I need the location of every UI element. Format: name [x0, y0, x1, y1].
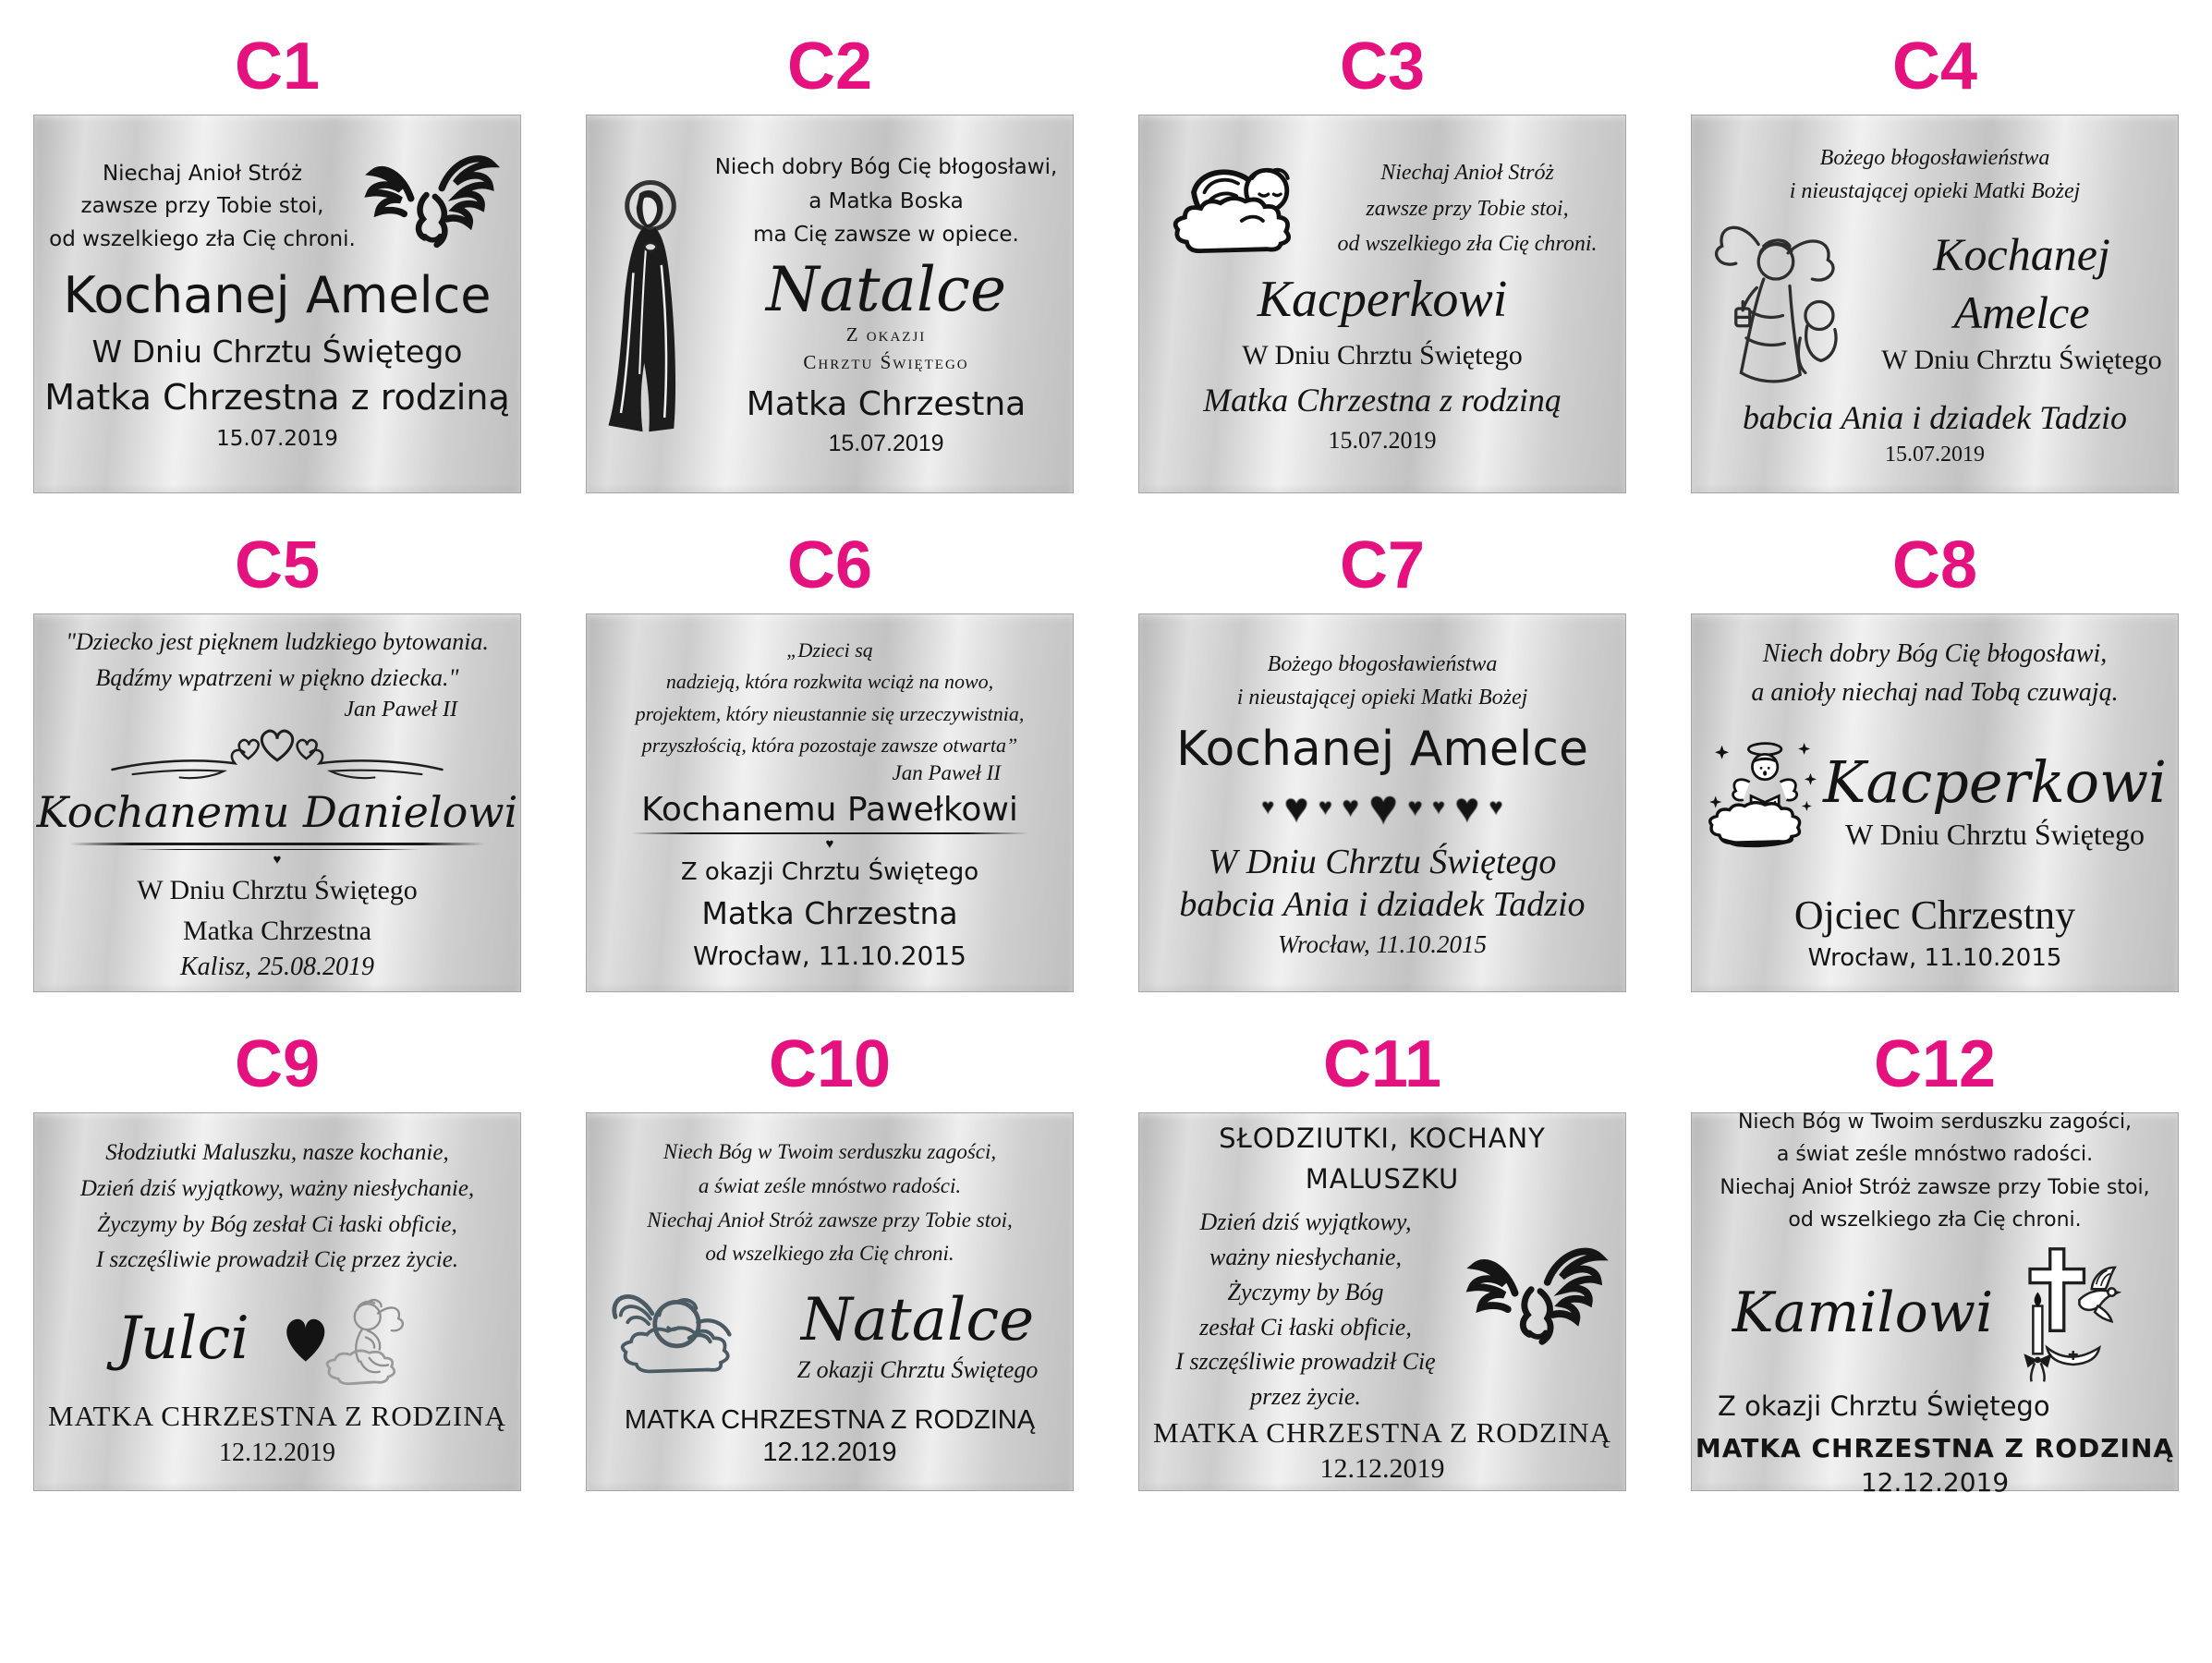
quote-line: Bądźmy wpatrzeni w piękno dziecka.": [95, 664, 459, 691]
occasion-line: W Dniu Chrztu Świętego: [1242, 340, 1523, 370]
quote-line: Bożego błogosławieństwa: [1819, 145, 2050, 170]
baptism-cross-dove-icon: [2002, 1238, 2137, 1389]
heading-line: MALUSZKU: [1305, 1162, 1460, 1195]
quote-line: a świat ześle mnóstwo radości.: [698, 1173, 962, 1197]
from-line: Matka Chrzestna: [701, 894, 958, 931]
plaque-c6: [586, 613, 1074, 992]
date-line: 12.12.2019: [762, 1438, 897, 1468]
quote-line: przez życie.: [1250, 1382, 1361, 1410]
from-line: Matka Chrzestna: [746, 385, 1027, 424]
quote-line: od wszelkiego zła Cię chroni.: [1788, 1208, 2082, 1232]
heart-icon: ♥: [1318, 793, 1333, 820]
blessing-quote: [49, 158, 356, 257]
date-line: 12.12.2019: [1319, 1452, 1445, 1484]
quote-line: ma Cię zawsze w opiece.: [753, 223, 1019, 248]
recipient-name: Natalce: [800, 1285, 1035, 1354]
quote-line: "Dziecko jest pięknem ludzkiego bytowania.: [66, 628, 489, 655]
date-line: 12.12.2019: [1860, 1466, 2010, 1498]
divider: [631, 832, 1028, 851]
recipient-name: Kamilowi: [1732, 1281, 1994, 1346]
quote-author: Jan Paweł II: [892, 760, 1001, 784]
design-code-c1: C1: [234, 30, 321, 103]
design-cell-c11: [1106, 1013, 1659, 1511]
quote-line: zawsze przy Tobie stoi,: [80, 194, 324, 219]
from-line: MATKA CHRZESTNA Z RODZINĄ: [1152, 1415, 1612, 1449]
design-cell-c6: [553, 514, 1106, 1013]
from-line: MATKA CHRZESTNA Z RODZINĄ: [1695, 1432, 2175, 1463]
design-cell-c7: [1106, 514, 1659, 1013]
occasion-line: Chrztu Świętego: [803, 350, 969, 373]
quote-line: Niechaj Anioł Stróż: [1380, 161, 1554, 186]
quote-line: Niech dobry Bóg Cię błogosławi,: [1762, 638, 2108, 668]
date-line: 15.07.2019: [1885, 442, 1985, 467]
quote-line: Niech dobry Bóg Cię błogosławi,: [714, 154, 1058, 179]
design-code-c12: C12: [1873, 1027, 1997, 1101]
design-code-c9: C9: [234, 1027, 321, 1101]
from-line: babcia Ania i dziadek Tadzio: [1742, 398, 2128, 436]
quote-line: I szczęśliwie prowadził Cię przez życie.: [95, 1247, 459, 1273]
date-line: Wrocław, 11.10.2015: [1278, 929, 1487, 958]
plaque-c3: [1138, 115, 1626, 493]
quote-line: przyszłością, która pozostaje zawsze otwarta”: [641, 733, 1018, 757]
design-code-c10: C10: [768, 1027, 892, 1101]
plaque-c10: [586, 1112, 1074, 1491]
from-line: Matka Chrzestna: [182, 915, 372, 946]
virgin-mary-icon: [596, 152, 705, 456]
quote-line: ważny niesłychanie,: [1209, 1244, 1402, 1271]
date-line: Wrocław, 11.10.2015: [693, 940, 966, 971]
plaque-c8: [1691, 613, 2179, 992]
quote-line: a świat ześle mnóstwo radości.: [1776, 1143, 2094, 1167]
occasion-line: W Dniu Chrztu Świętego: [91, 333, 463, 370]
plaque-c1: [33, 115, 521, 493]
design-cell-c3: [1106, 15, 1659, 514]
heart-icon: ♥: [273, 852, 282, 868]
heart-icon: ♥: [1454, 783, 1480, 832]
from-line: Matka Chrzestna z rodziną: [44, 376, 510, 418]
angel-wings-icon: [359, 145, 505, 257]
quote-line: Życzymy by Bóg: [1227, 1278, 1384, 1305]
heart-icon: ♥: [1342, 790, 1360, 823]
occasion-line: W Dniu Chrztu Świętego: [1881, 345, 2162, 375]
hearts-row: [1261, 779, 1503, 836]
design-cell-c5: [1, 514, 553, 1013]
occasion-line: W Dniu Chrztu Świętego: [1208, 842, 1557, 881]
plaque-c7: [1138, 613, 1626, 992]
quote-author: Jan Paweł II: [344, 698, 457, 722]
design-cell-c8: [1659, 514, 2211, 1013]
occasion-line: Z okazji: [845, 323, 927, 346]
design-code-c7: C7: [1339, 528, 1426, 602]
plaque-c11: [1138, 1112, 1626, 1491]
recipient-name: Kochanemu Danielowi: [36, 787, 518, 837]
heart-icon: ♥: [1261, 794, 1275, 819]
quote-line: Słodziutki Maluszku, nasze kochanie,: [105, 1140, 449, 1165]
occasion-line: Z okazji Chrztu Świętego: [680, 857, 979, 886]
recipient-name: Amelce: [1953, 285, 2090, 338]
design-code-c3: C3: [1339, 30, 1426, 103]
occasion-line: Z okazji Chrztu Świętego: [796, 1355, 1039, 1383]
from-line: babcia Ania i dziadek Tadzio: [1179, 884, 1586, 924]
quote-line: od wszelkiego zła Cię chroni.: [1337, 232, 1598, 257]
design-code-c6: C6: [786, 528, 873, 602]
quote-line: Niechaj Anioł Stróż zawsze przy Tobie stoi,: [1720, 1175, 2150, 1199]
occasion-line: Z okazji Chrztu Świętego: [1718, 1390, 2050, 1422]
date-line: 15.07.2019: [1328, 427, 1437, 454]
quote-line: „Dzieci są: [786, 638, 873, 662]
date-line: Kalisz, 25.08.2019: [179, 953, 375, 981]
blessing-quote: [1337, 155, 1597, 261]
quote-line: Niechaj Anioł Stróż zawsze przy Tobie stoi,: [647, 1208, 1013, 1232]
sleeping-cherub-cloud-icon: [1167, 153, 1331, 264]
design-cell-c4: [1659, 15, 2211, 514]
heart-icon: ♥: [1368, 779, 1399, 835]
from-line: MATKA CHRZESTNA Z RODZINĄ: [624, 1405, 1036, 1436]
quote-line: i nieustającej opieki Matki Bożej: [1236, 685, 1528, 710]
quote-line: i nieustającej opieki Matki Bożej: [1789, 178, 2081, 203]
recipient-name: Kochanej Amelce: [63, 265, 492, 324]
quote-line: Życzymy by Bóg zesłał Ci łaski obficie,: [97, 1211, 457, 1237]
design-code-c4: C4: [1891, 30, 1978, 103]
recipient-name: Kacperkowi: [1257, 271, 1508, 328]
from-line: Ojciec Chrzestny: [1793, 892, 2076, 938]
angel-reading-book-icon: [1703, 712, 1823, 888]
plaque-c5: [33, 613, 521, 992]
heart-icon: ♥: [1489, 793, 1503, 820]
recipient-name: Kochanemu Pawełkowi: [641, 790, 1018, 829]
quote-line: Niech Bóg w Twoim serduszku zagości,: [662, 1139, 997, 1163]
heading-line: SŁODZIUTKI, KOCHANY: [1219, 1123, 1546, 1155]
heart-icon: ♥: [825, 835, 834, 852]
heart-icon: ♥: [1283, 783, 1309, 832]
recipient-name: Natalce: [765, 254, 1007, 326]
quote-line: od wszelkiego zła Cię chroni.: [705, 1242, 954, 1266]
heart-icon: ♥: [1407, 792, 1423, 821]
quote-line: Niechaj Anioł Stróż: [102, 161, 303, 186]
quote-line: Dzień dziś wyjątkowy, ważny niesłychanie,: [79, 1175, 475, 1201]
design-cell-c1: [1, 15, 553, 514]
plaque-c2: [586, 115, 1074, 493]
heart-icon: ♥: [1431, 794, 1446, 819]
quote-line: Bożego błogosławieństwa: [1267, 651, 1498, 676]
date-line: 15.07.2019: [216, 426, 338, 451]
from-line: MATKA CHRZESTNA Z RODZINĄ: [47, 1400, 507, 1432]
quote-line: od wszelkiego zła Cię chroni.: [49, 226, 356, 251]
design-code-c5: C5: [234, 528, 321, 602]
occasion-line: W Dniu Chrztu Świętego: [137, 875, 418, 905]
quote-line: nadzieją, która rozkwita wciąż na nowo,: [665, 670, 994, 694]
sleeping-angel-cloud-icon: [598, 1273, 773, 1396]
design-cell-c2: [553, 15, 1106, 514]
date-line: 12.12.2019: [219, 1438, 335, 1467]
cherub-heart-cloud-icon: [266, 1282, 438, 1394]
quote-line: a Matka Boska: [808, 188, 964, 213]
recipient-name: Kacperkowi: [1823, 747, 2167, 816]
recipient-name: Kochanej: [1933, 228, 2110, 280]
quote-line: Niech Bóg w Twoim serduszku zagości,: [1737, 1111, 2133, 1135]
design-cell-c10: [553, 1013, 1106, 1511]
plaque-c12: [1691, 1111, 2179, 1498]
plaque-c9: [33, 1112, 521, 1491]
design-code-c8: C8: [1891, 528, 1978, 602]
design-code-c2: C2: [786, 30, 873, 103]
recipient-name: Kochanej Amelce: [1176, 721, 1588, 777]
design-cell-c12: [1659, 1013, 2211, 1511]
angel-wings-icon: [1461, 1237, 1614, 1354]
quote-line: projektem, który nieustannie się urzeczywistnia,: [635, 701, 1025, 725]
guardian-angel-icon: [1703, 208, 1877, 395]
quote-line: a anioły niechaj nad Tobą czuwają.: [1751, 677, 2119, 707]
flourish-hearts-icon: [79, 722, 476, 785]
recipient-name: Julci: [116, 1304, 249, 1373]
quote-line: Dzień dziś wyjątkowy,: [1199, 1208, 1412, 1236]
design-cell-c9: [1, 1013, 553, 1511]
quote-line: zawsze przy Tobie stoi,: [1366, 196, 1569, 221]
divider: [69, 843, 485, 867]
blessing-quote: [1150, 1205, 1461, 1414]
date-line: Wrocław, 11.10.2015: [1807, 943, 2062, 972]
quote-line: I szczęśliwie prowadził Cię: [1175, 1348, 1436, 1376]
date-line: 15.07.2019: [828, 431, 944, 457]
quote-line: zesłał Ci łaski obficie,: [1199, 1313, 1412, 1341]
occasion-line: W Dniu Chrztu Świętego: [1845, 817, 2145, 851]
plaque-c4: [1691, 115, 2179, 493]
from-line: Matka Chrzestna z rodziną: [1203, 382, 1562, 419]
design-code-c11: C11: [1322, 1027, 1442, 1101]
